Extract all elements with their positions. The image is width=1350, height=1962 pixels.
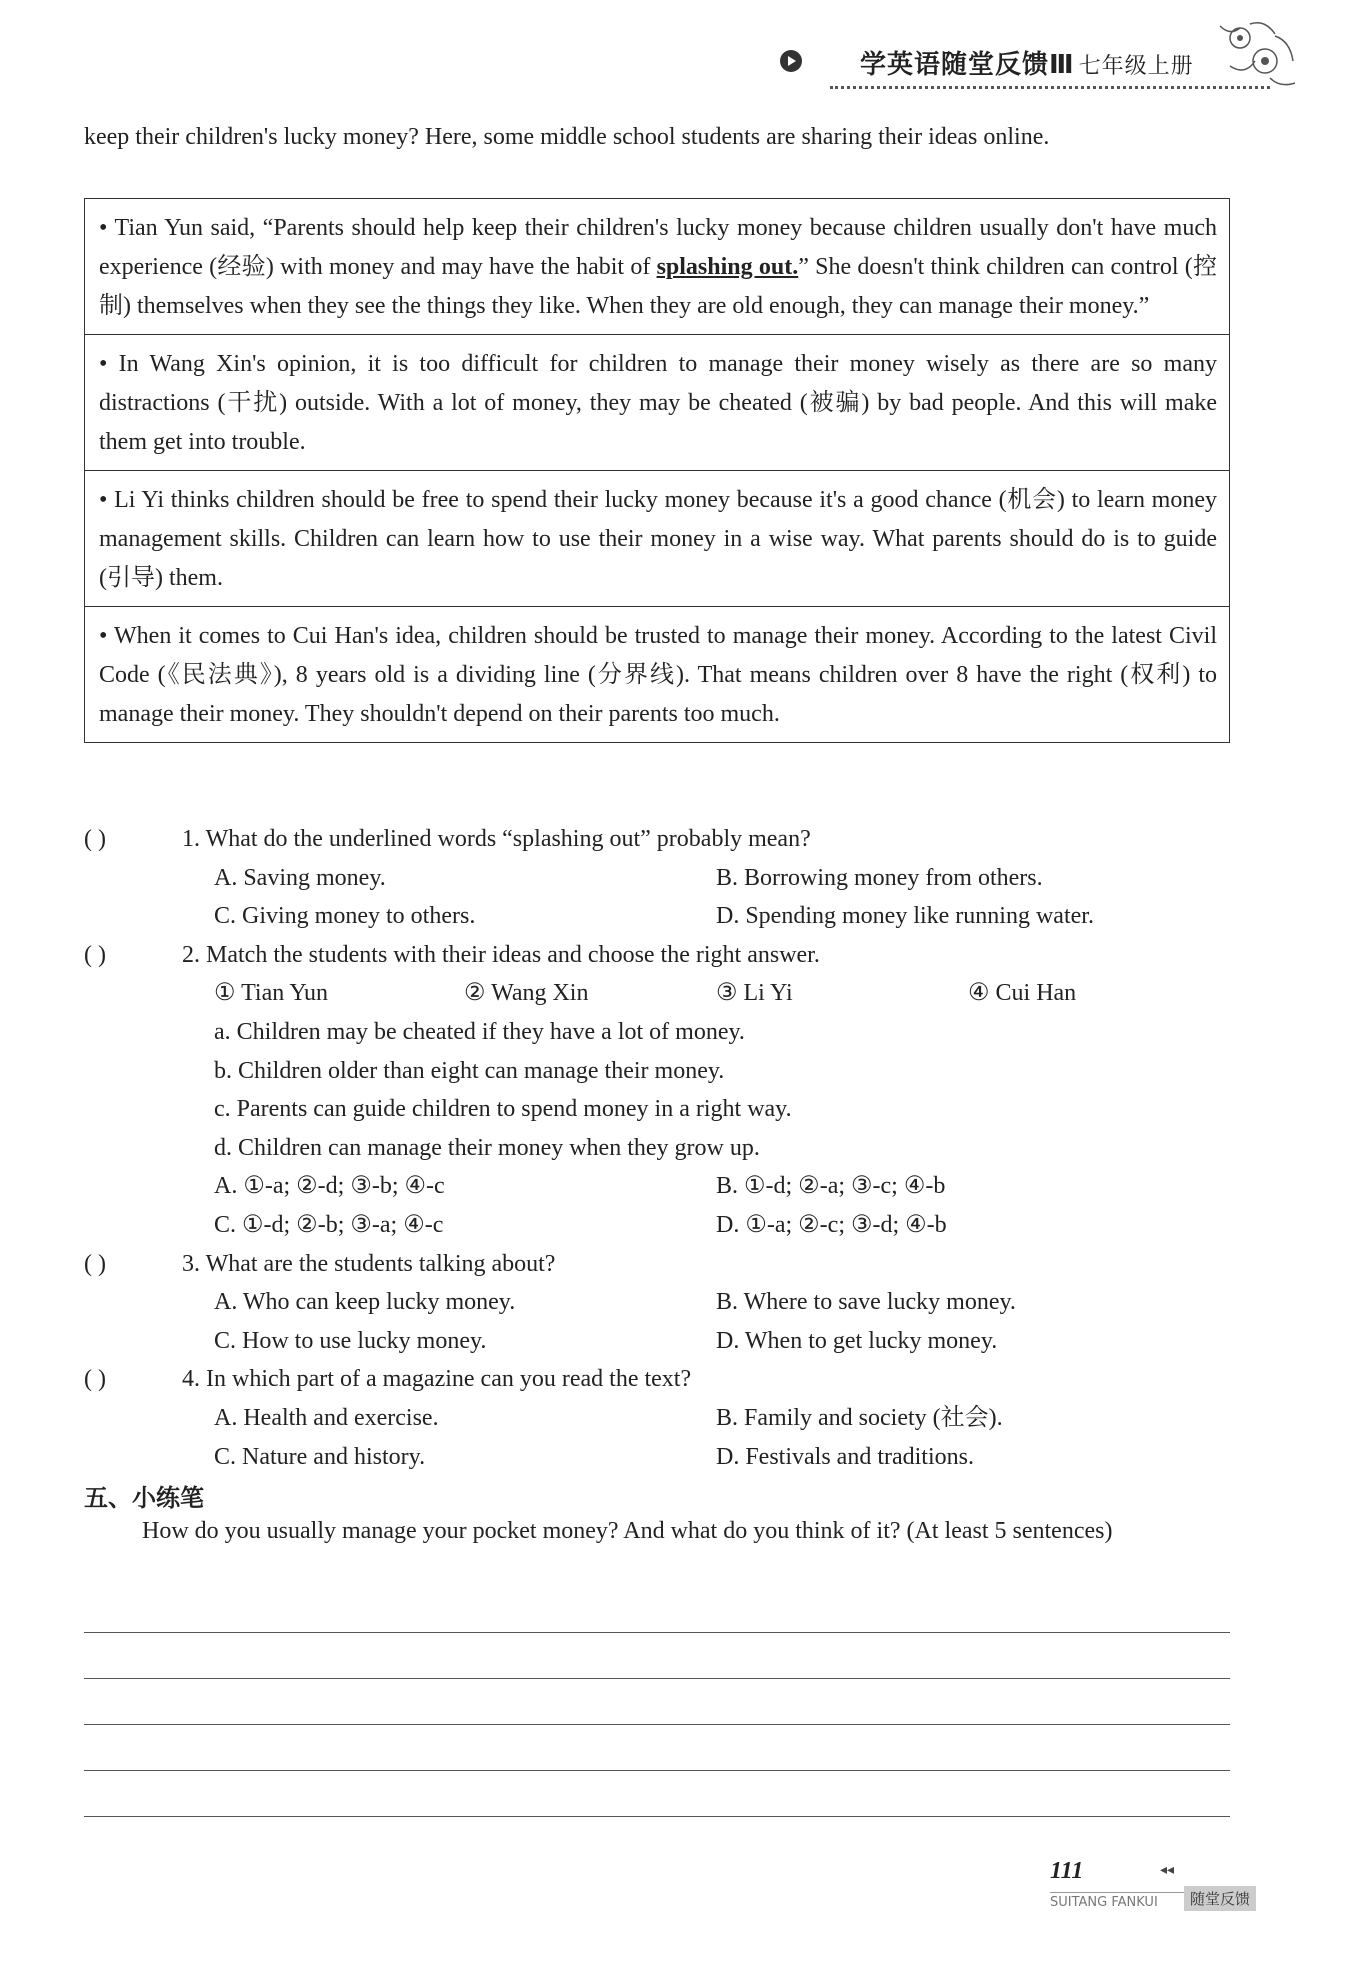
decorative-flower-icon: [1210, 16, 1300, 96]
answer-blank[interactable]: ( ): [84, 1250, 106, 1277]
play-icon: [780, 50, 802, 72]
idea-d: d. Children can manage their money when they grow up.: [214, 1134, 760, 1161]
option-d: D. Spending money like running water.: [716, 903, 1094, 930]
book-title: 学英语随堂反馈Ⅲ 七年级上册: [860, 50, 1194, 80]
student-4: ④ Cui Han: [968, 980, 1077, 1007]
arrow-left-icon: ◂◂: [1160, 1863, 1175, 1878]
idea-c: c. Parents can guide children to spend money in a right way.: [214, 1096, 792, 1123]
header-dotted-rule: [830, 86, 1270, 89]
footer-brand: SUITANG FANKUI: [1050, 1892, 1190, 1910]
book-grade: 七年级上册: [1078, 54, 1194, 79]
option-b: B. Where to save lucky money.: [716, 1289, 1016, 1316]
passage-table: [84, 198, 1230, 743]
idea-item: [84, 1013, 1234, 1052]
writing-line[interactable]: [84, 1724, 1230, 1725]
question-2: [84, 936, 1234, 975]
section-heading: 五、小练笔: [84, 1484, 204, 1512]
options-row: [84, 897, 1234, 936]
option-d: D. ①-a; ②-c; ③-d; ④-b: [716, 1211, 947, 1238]
student-2: ② Wang Xin: [464, 980, 589, 1007]
writing-line[interactable]: [84, 1816, 1230, 1817]
option-b: B. ①-d; ②-a; ③-c; ④-b: [716, 1173, 946, 1200]
option-b: B. Borrowing money from others.: [716, 864, 1043, 891]
question-stem: 4. In which part of a magazine can you read the text?: [182, 1366, 692, 1393]
option-d: D. When to get lucky money.: [716, 1327, 998, 1354]
option-c: C. How to use lucky money.: [214, 1327, 487, 1354]
writing-line[interactable]: [84, 1678, 1230, 1679]
student-3: ③ Li Yi: [716, 980, 793, 1007]
underlined-phrase: splashing out.: [656, 254, 799, 280]
option-a: A. ①-a; ②-d; ③-b; ④-c: [214, 1173, 445, 1200]
writing-line[interactable]: [84, 1632, 1230, 1633]
option-c: C. Nature and history.: [214, 1443, 426, 1470]
option-b: B. Family and society (社会).: [716, 1404, 1003, 1431]
options-row: [84, 1167, 1234, 1206]
question-3: [84, 1245, 1234, 1284]
option-a: A. Health and exercise.: [214, 1404, 439, 1431]
questions: [84, 820, 1234, 1476]
intro-text: keep their children's lucky money? Here, some middle school students are sharing their ideas online.: [84, 124, 1050, 150]
students-row: [84, 974, 1234, 1013]
page-number: 111: [1050, 1858, 1084, 1884]
writing-prompt: How do you usually manage your pocket money? And what do you think of it? (At least 5 sentences): [142, 1518, 1113, 1544]
options-row: [84, 1283, 1234, 1322]
idea-item: [84, 1090, 1234, 1129]
idea-item: [84, 1129, 1234, 1168]
idea-item: [84, 1052, 1234, 1091]
tian-yun-text-start: • Tian Yun said, “Parents should help keep their children's lucky money because children usually don't have much experience (经验) with money and may have the habit of: [99, 215, 1217, 280]
question-4: [84, 1360, 1234, 1399]
option-d: D. Festivals and traditions.: [716, 1443, 974, 1470]
answer-blank[interactable]: ( ): [84, 1366, 106, 1393]
tian-yun-text-end: ” She doesn't think children can control (控制) themselves when they see the things they like. When they are old enough, they can manage their money.”: [99, 254, 1217, 319]
options-row: [84, 1399, 1234, 1438]
question-1: [84, 820, 1234, 859]
options-row: [84, 859, 1234, 898]
passage-cell-li-yi: • Li Yi thinks children should be free to spend their lucky money because it's a good chance (机会) to learn money management skills. Children can learn how to use their money in a wise way. What parents should do is to guide (引导) them.: [85, 470, 1229, 606]
question-stem: 1. What do the underlined words “splashing out” probably mean?: [182, 826, 811, 852]
question-stem: 3. What are the students talking about?: [182, 1250, 556, 1277]
idea-b: b. Children older than eight can manage their money.: [214, 1057, 725, 1084]
option-a: A. Saving money.: [214, 864, 386, 891]
question-stem: 2. Match the students with their ideas and choose the right answer.: [182, 941, 820, 968]
footer-tag: 随堂反馈: [1184, 1886, 1256, 1911]
options-row: [84, 1322, 1234, 1361]
idea-a: a. Children may be cheated if they have a lot of money.: [214, 1018, 745, 1045]
answer-blank[interactable]: ( ): [84, 826, 106, 852]
student-1: ① Tian Yun: [214, 980, 328, 1007]
writing-line[interactable]: [84, 1770, 1230, 1771]
passage-cell-wang-xin: • In Wang Xin's opinion, it is too difficult for children to manage their money wisely as there are so many distractions (干扰) outside. With a lot of money, they may be cheated (被骗) by bad people. And this will make them get into trouble.: [85, 334, 1229, 470]
option-a: A. Who can keep lucky money.: [214, 1289, 516, 1316]
answer-blank[interactable]: ( ): [84, 941, 106, 968]
options-row: [84, 1206, 1234, 1245]
passage-cell-tian-yun: [85, 199, 1229, 334]
options-row: [84, 1438, 1234, 1477]
option-c: C. ①-d; ②-b; ③-a; ④-c: [214, 1211, 444, 1238]
option-c: C. Giving money to others.: [214, 903, 476, 930]
passage-cell-cui-han: • When it comes to Cui Han's idea, children should be trusted to manage their money. According to the latest Civil Code (《民法典》), 8 years old is a dividing line (分界线). That means children over 8 have the right (权利) to manage their money. They shouldn't depend on their parents too much.: [85, 606, 1229, 742]
